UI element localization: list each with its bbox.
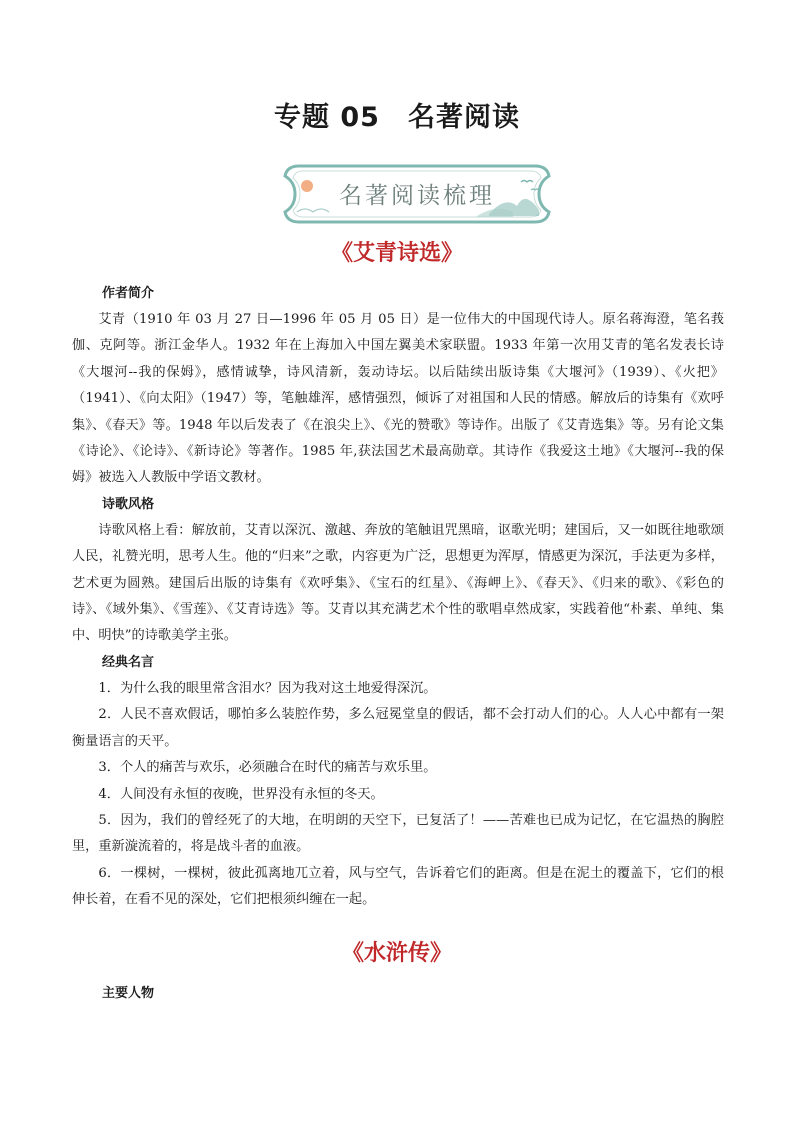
page-title: 专题 05 名著阅读 <box>274 102 520 133</box>
author-paragraph: 艾青（1910 年 03 月 27 日—1996 年 05 月 05 日）是一位伟大的中国现代诗人。原名蒋海澄，笔名莪伽、克阿等。浙江金华人。1932 年在上海加入中国左翼美术家联盟。1933 年第一次用艾青的笔名发表长诗《大堰河--我的保姆》，感情诚挚，诗风清新，轰动诗坛。以后陆续出版诗集《大堰河》（1939）、《火把》（1941）、《向太阳》（1947）等，笔触雄浑，感情强烈，倾诉了对祖国和人民的情感。解放后的诗集有《欢呼集》、《春天》等。1948 年以后发表了《在浪尖上》、《光的赞歌》等诗作。出版了《艾青选集》等。另有论文集《诗论》、《论诗》、《新诗论》等著作。1985 年,获法国艺术最高勋章。其诗作《我爱这土地》《大堰河--我的保姆》被选入人教版中学语文教材。 <box>72 312 724 486</box>
characters-heading: 主要人物 <box>102 986 155 1001</box>
section-aiqing <box>72 281 724 914</box>
section-banner <box>277 160 557 228</box>
quote-item: 6．一棵树，一棵树，彼此孤离地兀立着，风与空气，告诉着它们的距离。但是在泥土的覆盖下，它们的根伸长着，在看不见的深处，它们把根须纠缠在一起。 <box>72 865 724 908</box>
quote-item: 5．因为，我们的曾经死了的大地，在明朗的天空下，已复活了！——苦难也已成为记忆，在它温热的胸腔里，重新漩流着的，将是战斗者的血液。 <box>72 812 724 855</box>
quote-item: 1．为什么我的眼里常含泪水？因为我对这土地爱得深沉。 <box>98 680 437 696</box>
quote-item: 2．人民不喜欢假话，哪怕多么装腔作势，多么冠冕堂皇的假话，都不会打动人们的心。人人心中都有一架衡量语言的天平。 <box>72 707 724 749</box>
section-shuihu <box>72 981 724 1007</box>
quote-item: 4．人间没有永恒的夜晚，世界没有永恒的冬天。 <box>98 786 384 802</box>
author-heading: 作者简介 <box>102 286 155 301</box>
style-heading: 诗歌风格 <box>102 496 155 512</box>
style-paragraph: 诗歌风格上看：解放前，艾青以深沉、激越、奔放的笔触诅咒黑暗，讴歌光明；建国后，又一如既往地歌颂人民，礼赞光明，思考人生。他的“归来”之歌，内容更为广泛，思想更为浑厚，情感更为深沉，手法更为多样，艺术更为圆熟。建国后出版的诗集有《欢呼集》、《宝石的红星》、《海岬上》、《春天》、《归来的歌》、《彩色的诗》、《域外集》、《雪莲》、《艾青诗选》等。艾青以其充满艺术个性的歌唱卓然成家，实践着他“朴素、单纯、集中、明快”的诗歌美学主张。 <box>72 522 724 644</box>
book-title-shuihu: 《水浒传》 <box>341 940 452 966</box>
banner-label: 名著阅读梳理 <box>339 183 495 209</box>
book-title-aiqing: 《艾青诗选》 <box>330 240 463 266</box>
quotes-heading: 经典名言 <box>102 654 155 670</box>
quote-item: 3．个人的痛苦与欢乐，必须融合在时代的痛苦与欢乐里。 <box>98 760 437 776</box>
